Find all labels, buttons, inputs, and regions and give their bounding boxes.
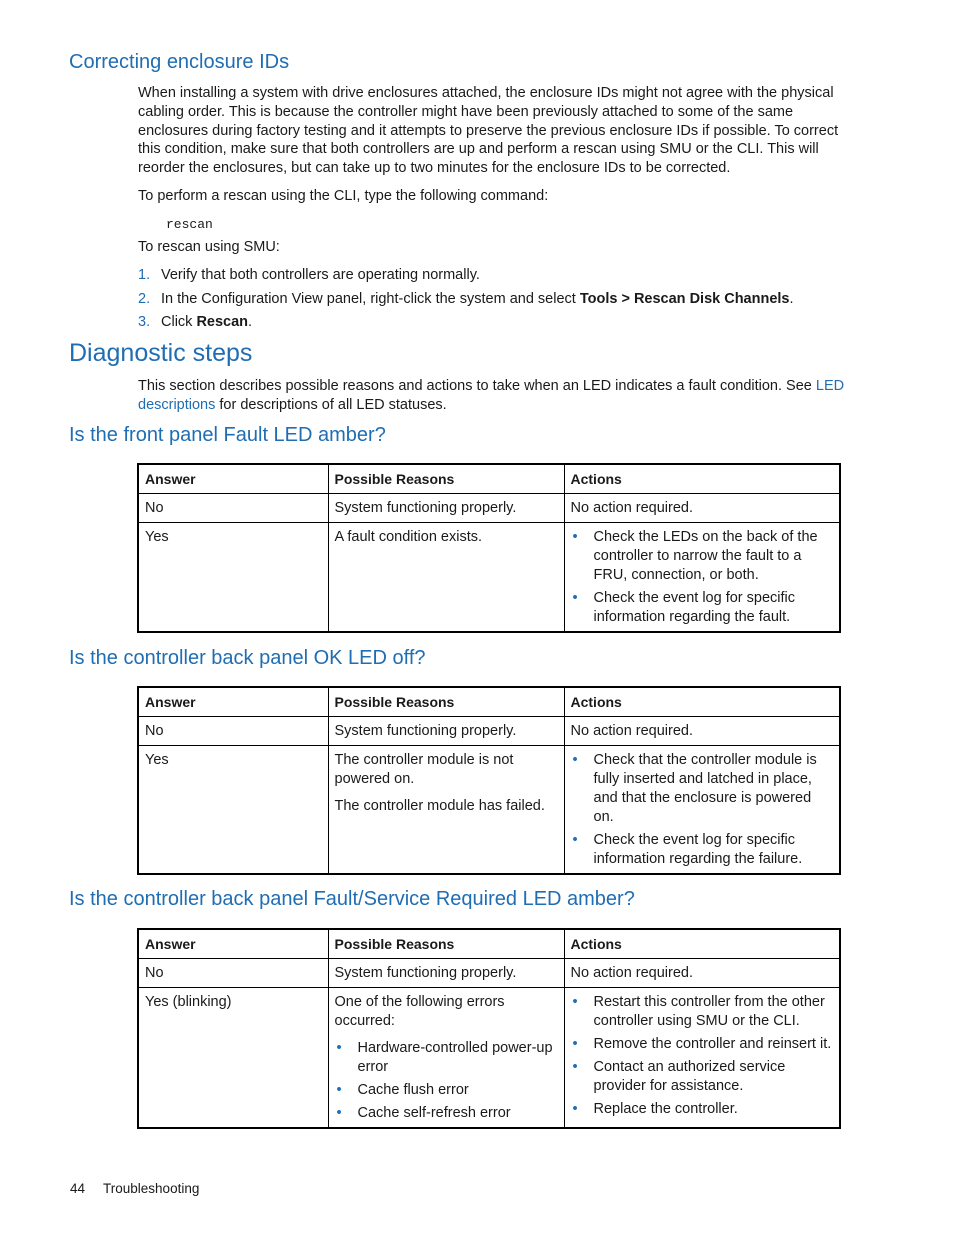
answer-cell: No [138,717,328,746]
column-header-answer: Answer [138,929,328,959]
bullet-icon: • [336,1040,342,1056]
rescan-button-label: Rescan [196,314,249,330]
actions-cell [564,988,840,1129]
bullet-icon: • [336,1105,342,1121]
reason-text: System functioning properly. [334,723,517,739]
actions-list [571,528,834,627]
actions-list [571,751,834,869]
reasons-cell [328,523,564,633]
step-item [138,265,794,289]
step-number: 2. [138,290,151,307]
section-title-front-panel-fault: Is the front panel Fault LED amber? [69,424,386,446]
section-title-ok-led-off: Is the controller back panel OK LED off? [69,647,426,669]
reasons-list [335,1039,558,1123]
step-text-before: Click [161,314,197,330]
step-text-after: . [789,290,794,307]
rescan-command: rescan [166,217,213,232]
bullet-icon: • [572,832,578,848]
table-header-row [138,687,840,717]
chapter-name: Troubleshooting [103,1181,200,1196]
column-header-answer: Answer [138,687,328,717]
step-text [161,312,252,336]
action-text: Check the LEDs on the back of the controller to narrow the fault to a FRU, connection, or both. [593,529,818,583]
column-header-reasons: Possible Reasons [328,929,564,959]
table-row [138,746,840,875]
step-text: Verify that both controllers are operating normally. [161,267,480,283]
actions-cell: No action required. [564,717,840,746]
menu-path: Tools > Rescan Disk Channels [579,290,790,307]
action-text: Check that the controller module is fully inserted and latched in place, and that the enclosure is powered on. [593,752,817,825]
section-title-correcting-enclosure-ids: Correcting enclosure IDs [69,51,290,73]
action-text: Check the event log for specific information regarding the failure. [593,832,803,867]
column-header-answer: Answer [138,464,328,494]
answer-cell: Yes [138,746,328,875]
step-text [161,289,794,313]
bullet-icon: • [572,1059,578,1075]
action-text: Contact an authorized service provider for assistance. [593,1059,786,1094]
step-item [138,289,794,313]
bullet-icon: • [572,590,578,606]
reason-text: System functioning properly. [334,965,517,981]
page-number: 44 [70,1181,86,1196]
reasons-cell [328,988,564,1129]
action-text: Replace the controller. [593,1101,738,1117]
column-header-reasons: Possible Reasons [328,687,564,717]
actions-cell: No action required. [564,959,840,988]
step-number: 3. [138,314,151,330]
table-header-row [138,464,840,494]
section-title-diagnostic-steps: Diagnostic steps [69,339,253,367]
list-item [571,528,834,585]
table-row [138,494,840,523]
rescan-steps-list [138,265,794,336]
answer-cell: Yes [138,523,328,633]
reasons-cell [328,959,564,988]
reasons-cell [328,746,564,875]
list-item [335,1104,558,1123]
page-footer [70,1181,199,1196]
actions-cell [564,746,840,875]
action-text: Remove the controller and reinsert it. [593,1036,832,1052]
led-descriptions-link[interactable]: LED descriptions [138,378,845,413]
diagnostic-text-after: for descriptions of all LED statuses. [215,396,447,413]
answer-cell: No [138,959,328,988]
reason-text: System functioning properly. [334,500,517,516]
actions-list [571,993,834,1119]
diagnostic-paragraph [138,377,848,415]
reason-bullet-text: Cache self-refresh error [357,1105,511,1121]
reasons-cell [328,494,564,523]
ok-led-off-table [137,686,841,875]
action-text: Check the event log for specific information regarding the fault. [593,590,795,625]
table-header-row [138,929,840,959]
table-row [138,959,840,988]
smu-rescan-paragraph: To rescan using SMU: [138,239,280,255]
column-header-reasons: Possible Reasons [328,464,564,494]
action-text: Restart this controller from the other controller using SMU or the CLI. [593,994,825,1029]
list-item [571,751,834,827]
table-row [138,717,840,746]
bullet-icon: • [336,1082,342,1098]
list-item [571,589,834,627]
list-item [571,1058,834,1096]
reason-text: One of the following errors occurred: [334,994,505,1029]
bullet-icon: • [572,1101,578,1117]
bullet-icon: • [572,529,578,545]
list-item [571,1035,834,1054]
column-header-actions: Actions [564,687,840,717]
reason-text: The controller module has failed. [334,798,545,814]
table-row [138,988,840,1129]
column-header-actions: Actions [564,464,840,494]
list-item [571,831,834,869]
reason-text: The controller module is not powered on. [334,752,514,787]
step-number: 1. [138,267,151,283]
actions-cell: No action required. [564,494,840,523]
answer-cell: Yes (blinking) [138,988,328,1129]
front-panel-fault-table [137,463,841,633]
reasons-cell [328,717,564,746]
actions-cell [564,523,840,633]
step-item [138,312,794,336]
fault-service-required-table [137,928,841,1129]
reason-text: A fault condition exists. [334,529,482,545]
reason-bullet-text: Hardware-controlled power-up error [357,1040,553,1075]
reason-bullet-text: Cache flush error [357,1082,469,1098]
step-text-after: . [248,314,253,330]
correcting-paragraph: When installing a system with drive enclosures attached, the enclosure IDs might not agree with the physical cabling order. This is because the controller might have been previously attached to some of the same enclosures during factory testing and it attempts to preserve the previous enclosure IDs if possible. To correct this condition, make sure that both controllers are up and perform a rescan using SMU or the CLI. This will reorder the enclosures, but can take up to two minutes for the enclosure IDs to be corrected. [138,85,839,177]
answer-cell: No [138,494,328,523]
list-item [335,1081,558,1100]
cli-rescan-paragraph: To perform a rescan using the CLI, type the following command: [138,188,549,204]
section-title-fault-service-required: Is the controller back panel Fault/Service Required LED amber? [69,888,635,910]
diagnostic-text-before: This section describes possible reasons and actions to take when an LED indicates a fault condition. See [138,378,816,394]
step-text-before: In the Configuration View panel, right-click the system and select [161,290,580,307]
list-item [571,993,834,1031]
list-item [571,1100,834,1119]
list-item [335,1039,558,1077]
table-row [138,523,840,633]
bullet-icon: • [572,752,578,768]
bullet-icon: • [572,994,578,1010]
column-header-actions: Actions [564,929,840,959]
bullet-icon: • [572,1036,578,1052]
